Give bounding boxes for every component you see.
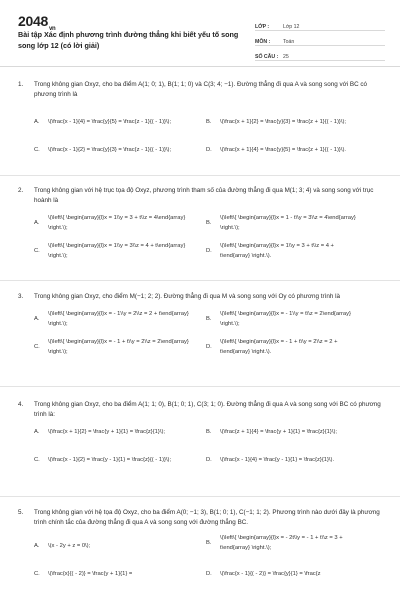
- option-text: \(x - 2y + z = 0\);: [48, 543, 91, 549]
- option-text: \(\frac{x}{( - 2)} = \frac{y + 1}{1} =: [48, 571, 133, 577]
- option-text: \(\left\{ \begin{array}{l}x = - 1 + t\\y = 2\\z = 2 + t\end{array} \right.\).: [220, 339, 338, 355]
- question-5: [18, 508, 388, 588]
- document-title: Bài tập Xác định phương trình đường thẳng khi biết yếu tố song song lớp 12 (có lời giải): [18, 30, 239, 50]
- option-c[interactable]: [34, 570, 189, 580]
- question-4: [18, 400, 388, 480]
- option-label: A.: [34, 219, 40, 226]
- option-label: D.: [206, 571, 212, 577]
- option-label: C.: [34, 457, 40, 463]
- divider: [0, 386, 400, 387]
- question-number: 5.: [18, 509, 24, 516]
- option-text: \(\left\{ \begin{array}{l}x = 1\\y = 3\\z = 4 + t\end{array} \right.\);: [48, 243, 186, 259]
- option-label: A.: [34, 315, 40, 322]
- option-b[interactable]: [206, 310, 361, 329]
- meta-value: Toán: [283, 39, 295, 45]
- option-text: \(\frac{x + 1}{2} = \frac{y + 1}{1} = \frac{z}{1}\);: [48, 429, 165, 435]
- option-c[interactable]: [34, 146, 189, 156]
- option-label: D.: [206, 343, 212, 350]
- question-number: 2.: [18, 187, 24, 194]
- option-b[interactable]: [206, 118, 361, 128]
- option-text: \(\frac{x - 1}{4} = \frac{y - 1}{1} = \frac{z}{1}\).: [220, 457, 335, 463]
- logo-suffix: vn: [48, 25, 56, 32]
- option-text: \(\left\{ \begin{array}{l}x = 1 - t\\y = 3\\z = 4\end{array} \right.\);: [220, 215, 356, 231]
- option-label: A.: [34, 429, 40, 435]
- question-stem: Trong không gian với hệ tọa độ Oxyz, cho ba điểm A(0; −1; 3), B(1; 0; 1), C(−1; 1; 2). Phương trình nào dưới đây là phương trình chính tắc của đường thẳng đi qua A và song song với đường thẳng BC.: [34, 509, 380, 526]
- option-text: \(\frac{x - 1}{2} = \frac{y}{3} = \frac{z - 1}{( - 1)}\);: [48, 147, 172, 153]
- question-number: 4.: [18, 401, 24, 408]
- option-text: \(\frac{z + 1}{4} = \frac{y + 1}{1} = \frac{z}{1}\);: [220, 429, 337, 435]
- question-stem: Trong không gian Oxyz, cho điểm M(−1; 2; 2). Đường thẳng đi qua M và song song với Oy có phương trình là: [34, 293, 341, 300]
- option-d[interactable]: [206, 456, 361, 466]
- option-a[interactable]: [34, 428, 189, 438]
- meta-key: LỚP :: [255, 24, 270, 30]
- option-label: D.: [206, 147, 212, 153]
- option-a[interactable]: [34, 118, 189, 128]
- site-logo[interactable]: [18, 13, 55, 32]
- meta-row-class: [255, 16, 385, 31]
- meta-row-count: [255, 46, 385, 61]
- option-b[interactable]: [206, 534, 361, 553]
- option-text: \(\left\{ \begin{array}{l}x = 1\\y = 3 + t\\z = 4\end{array} \right.\);: [48, 215, 186, 231]
- divider: [0, 280, 400, 281]
- option-text: \(\left\{ \begin{array}{l}x = - 1\\y = 2\\z = 2 + t\end{array} \right.\);: [48, 311, 189, 327]
- option-label: B.: [206, 539, 212, 546]
- logo-text: 2048: [18, 13, 48, 29]
- option-d[interactable]: [206, 242, 361, 261]
- option-text: \(\left\{ \begin{array}{l}x = - 1\\y = t\\z = 2\end{array} \right.\);: [220, 311, 351, 327]
- meta-key: SỐ CÂU :: [255, 54, 279, 60]
- option-label: D.: [206, 457, 212, 463]
- question-number: 1.: [18, 81, 24, 88]
- option-label: C.: [34, 247, 40, 254]
- option-d[interactable]: [206, 570, 361, 580]
- meta-value: Lớp 12: [283, 24, 300, 30]
- option-label: D.: [206, 247, 212, 254]
- option-text: \(\frac{x + 1}{2} = \frac{y}{3} = \frac{z + 1}{( - 1)}\);: [220, 119, 347, 125]
- option-c[interactable]: [34, 242, 189, 261]
- option-text: \(\frac{x - 1}{4} = \frac{y}{5} = \frac{z - 1}{( - 1)}\);: [48, 119, 172, 125]
- option-text: \(\frac{x + 1}{4} = \frac{y}{5} = \frac{z + 1}{( - 1)}\).: [220, 147, 347, 153]
- option-b[interactable]: [206, 214, 361, 233]
- question-number: 3.: [18, 293, 24, 300]
- option-label: B.: [206, 119, 212, 125]
- meta-table: [255, 16, 385, 61]
- meta-value: 25: [283, 54, 289, 60]
- option-text: \(\left\{ \begin{array}{l}x = - 1 + t\\y = 2\\z = 2\end{array} \right.\);: [48, 339, 189, 355]
- option-c[interactable]: [34, 456, 189, 466]
- option-d[interactable]: [206, 338, 361, 357]
- option-text: \(\frac{x - 1}{2} = \frac{y - 1}{1} = \frac{z}{( - 1)}\);: [48, 457, 172, 463]
- divider: [0, 175, 400, 176]
- option-label: A.: [34, 119, 40, 125]
- option-label: B.: [206, 429, 212, 435]
- question-1: [18, 80, 388, 160]
- option-a[interactable]: [34, 214, 189, 233]
- option-text: \(\left\{ \begin{array}{l}x = - 2t\\y = - 1 + t\\z = 3 + t\end{array} \right.\);: [220, 535, 343, 551]
- option-label: C.: [34, 571, 40, 577]
- option-label: B.: [206, 219, 212, 226]
- question-3: [18, 292, 388, 362]
- option-d[interactable]: [206, 146, 361, 156]
- option-b[interactable]: [206, 428, 361, 438]
- meta-key: MÔN :: [255, 39, 271, 45]
- option-label: A.: [34, 543, 40, 549]
- option-a[interactable]: [34, 310, 189, 329]
- question-stem: Trong không gian Oxyz, cho ba điểm A(1; 1; 0), B(1; 0; 1), C(3; 1; 0). Đường thẳng đi qua A và song song với BC có phương trình là:: [34, 401, 381, 418]
- question-2: [18, 186, 388, 266]
- option-label: C.: [34, 343, 40, 350]
- option-text: \(\frac{x - 1}{( - 2)} = \frac{y}{1} = \frac{z: [220, 571, 321, 577]
- option-a[interactable]: [34, 542, 189, 552]
- option-c[interactable]: [34, 338, 189, 357]
- divider: [0, 496, 400, 497]
- meta-row-subject: [255, 31, 385, 46]
- question-stem: Trong không gian Oxyz, cho ba điểm A(1; 0; 1), B(1; 1; 0) và C(3; 4; −1). Đường thẳng đi qua A và song song với BC có phương trình là: [34, 81, 368, 98]
- question-stem: Trong không gian với hệ trục tọa độ Oxyz, phương trình tham số của đường thẳng đi qua M(1; 3; 4) và song song với trục hoành là: [34, 187, 374, 204]
- option-label: C.: [34, 147, 40, 153]
- document-header: [0, 0, 400, 67]
- option-text: \(\left\{ \begin{array}{l}x = 1\\y = 3 + t\\z = 4 + t\end{array} \right.\).: [220, 243, 334, 259]
- option-label: B.: [206, 315, 212, 322]
